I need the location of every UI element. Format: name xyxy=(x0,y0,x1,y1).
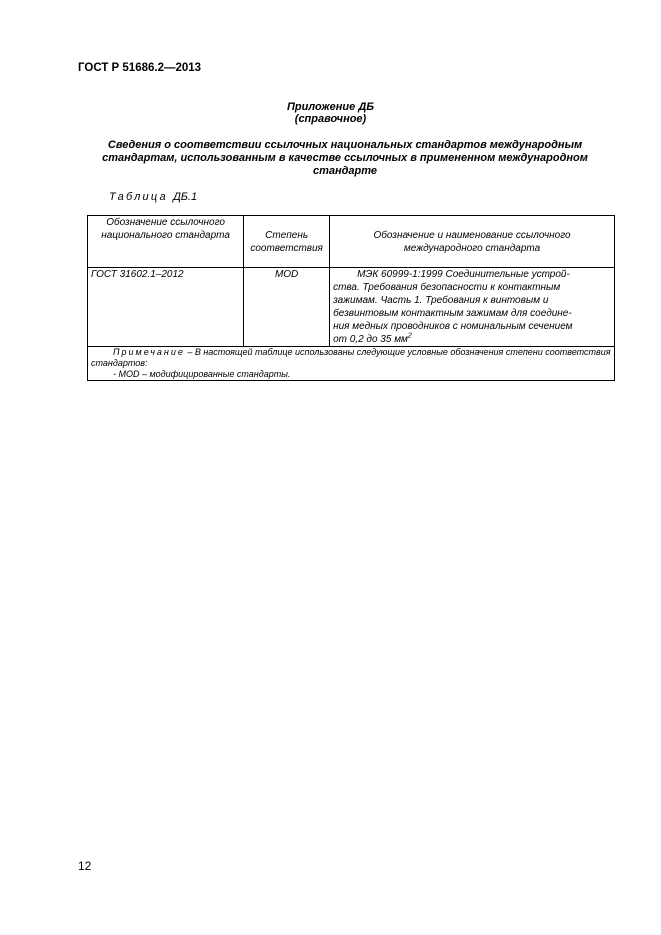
page-number: 12 xyxy=(78,859,92,873)
table-caption-number: ДБ.1 xyxy=(173,191,198,203)
appendix-intro: Сведения о соответствии ссылочных национальных стандартов международным стандартам, использованным в качестве ссылочных в примененном международном стандарте xyxy=(102,139,588,177)
intl-line-last xyxy=(333,333,611,346)
intl-line: МЭК 60999-1:1999 Соединительные устрой- xyxy=(357,269,570,280)
table-caption xyxy=(109,191,197,203)
note-body: – В настоящей таблице использованы следующие условные обозначения степени соответствия стандартов: xyxy=(91,347,611,368)
document-code: ГОСТ Р 51686.2—2013 xyxy=(78,62,202,74)
table-note-row xyxy=(88,347,615,381)
table-header-row xyxy=(88,216,615,268)
header-national-standard: Обозначение ссылочного национального стандарта xyxy=(88,216,244,268)
header-international-standard: Обозначение и наименование ссылочного международного стандарта xyxy=(330,216,615,268)
superscript: 2 xyxy=(407,332,412,340)
international-standard-cell xyxy=(330,268,615,347)
intl-line-text: от 0,2 до 35 мм xyxy=(333,334,408,345)
standards-table xyxy=(87,215,615,381)
intl-line: ния медных проводников с номинальным сечением xyxy=(333,321,573,332)
intl-line: безвинтовым контактным зажимам для соедине- xyxy=(333,308,572,319)
degree-cell: MOD xyxy=(244,268,330,347)
table-row xyxy=(88,268,615,347)
appendix-subtitle: (справочное) xyxy=(294,113,367,125)
intl-line: ства. Требования безопасности к контактным xyxy=(333,282,561,293)
national-standard-cell: ГОСТ 31602.1–2012 xyxy=(88,268,244,347)
appendix-title: Приложение ДБ xyxy=(286,101,375,113)
header-degree: Степень соответствия xyxy=(244,216,330,268)
table-note xyxy=(88,347,615,381)
note-text xyxy=(91,347,611,369)
note-label: Примечание xyxy=(113,347,185,357)
intl-line: зажимам. Часть 1. Требования к винтовым и xyxy=(333,295,549,306)
table-caption-word: Таблица xyxy=(109,191,168,203)
note-item: - MOD – модифицированные стандарты. xyxy=(113,369,291,379)
